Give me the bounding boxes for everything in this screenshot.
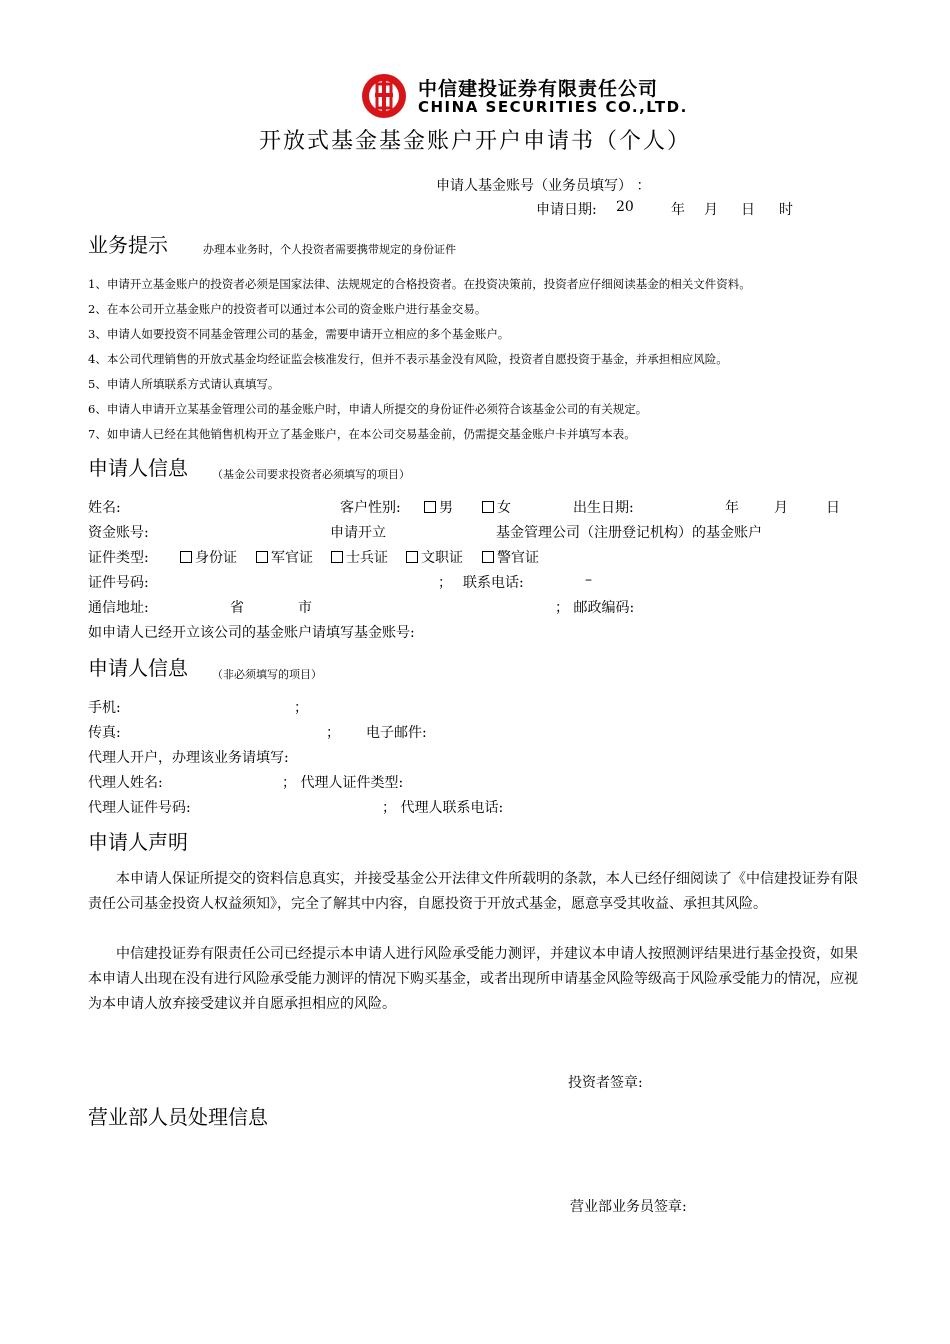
date-month: 月 bbox=[704, 202, 718, 218]
gender-female-option[interactable]: 女 bbox=[482, 497, 511, 517]
agent-intro: 代理人开户，办理该业务请填写: bbox=[88, 750, 289, 766]
fax-label: 传真: bbox=[88, 725, 121, 741]
id-option-civil[interactable]: 文职证 bbox=[406, 547, 463, 567]
fax-sep: ； bbox=[326, 725, 340, 741]
postcode-label: ； 邮政编码: bbox=[555, 600, 635, 616]
tip-item: 1、申请开立基金账户的投资者必须是国家法律、法规规定的合格投资者。在投资决策前，投资者应仔细阅读基金的相关文件资料。 bbox=[88, 277, 751, 291]
existing-account-label: 如申请人已经开立该公司的基金账户请填写基金账号: bbox=[88, 625, 415, 641]
form-title: 开放式基金基金账户开户申请书（个人） bbox=[258, 129, 691, 154]
police-checkbox[interactable] bbox=[482, 551, 494, 563]
tips-heading: 业务提示 bbox=[88, 233, 168, 257]
email-label: 电子邮件: bbox=[366, 725, 427, 741]
mobile-label: 手机: bbox=[88, 700, 121, 716]
tips-subheading: 办理本业务时，个人投资者需要携带规定的身份证件 bbox=[203, 243, 456, 256]
officer-checkbox[interactable] bbox=[256, 551, 268, 563]
tip-item: 2、在本公司开立基金账户的投资者可以通过本公司的资金账户进行基金交易。 bbox=[88, 302, 487, 316]
tip-item: 6、申请人申请开立某基金管理公司的基金账户时，申请人所提交的身份证件必须符合该基金公司的有关规定。 bbox=[88, 402, 648, 416]
tip-item: 7、如申请人已经在其他销售机构开立了基金账户，在本公司交易基金前，仍需提交基金账户卡并填写本表。 bbox=[88, 427, 636, 441]
declaration-paragraph-1: 本申请人保证所提交的资料信息真实，并接受基金公开法律文件所载明的条款，本人已经仔细阅读了《中信建投证券有限责任公司基金投资人权益须知》，完全了解其中内容，自愿投资于开放式基金，愿意享受其收益、承担其风险。 bbox=[88, 871, 858, 912]
applicant-required-note: （基金公司要求投资者必须填写的项目） bbox=[212, 468, 410, 481]
fund-company-label: 基金管理公司（注册登记机构）的基金账户 bbox=[496, 525, 762, 541]
soldier-checkbox[interactable] bbox=[331, 551, 343, 563]
company-logo bbox=[360, 72, 688, 120]
declaration-paragraph-2: 中信建投证券有限责任公司已经提示本申请人进行风险承受能力测评，并建议本申请人按照测评结果进行基金投资，如果本申请人出现在没有进行风险承受能力测评的情况下购买基金，或者出现所申请基金风险等级高于风险承受能力的情况，应视为本申请人放弃接受建议并自愿承担相应的风险。 bbox=[88, 946, 858, 1012]
date-day: 日 bbox=[741, 202, 755, 218]
fund-account-label: 资金账号: bbox=[88, 525, 149, 541]
city-label: 市 bbox=[298, 600, 312, 616]
id-type-label: 证件类型: bbox=[88, 550, 149, 566]
citic-emblem-icon bbox=[360, 72, 408, 120]
date-label: 申请日期: bbox=[536, 202, 597, 218]
birth-day: 日 bbox=[826, 500, 840, 516]
tip-item: 3、申请人如要投资不同基金管理公司的基金，需要申请开立相应的多个基金账户。 bbox=[88, 327, 510, 341]
id-option-id-card[interactable]: 身份证 bbox=[180, 547, 237, 567]
account-number-label: 申请人基金账号（业务员填写） ： bbox=[436, 178, 651, 194]
investor-signature-label: 投资者签章: bbox=[568, 1075, 643, 1091]
tip-item: 5、申请人所填联系方式请认真填写。 bbox=[88, 377, 280, 391]
declaration-heading: 申请人声明 bbox=[88, 830, 188, 854]
tip-item: 4、本公司代理销售的开放式基金均经证监会核准发行，但并不表示基金没有风险，投资者自愿投资于基金，并承担相应风险。 bbox=[88, 352, 728, 366]
name-field-label: 姓名: bbox=[88, 500, 121, 516]
agent-phone-label: ； 代理人联系电话: bbox=[382, 800, 504, 816]
agent-id-type-label: ； 代理人证件类型: bbox=[282, 775, 404, 791]
staff-signature-label: 营业部业务员签章: bbox=[570, 1199, 687, 1215]
mobile-sep: ； bbox=[294, 700, 308, 716]
civil-checkbox[interactable] bbox=[406, 551, 418, 563]
gender-male-option[interactable]: 男 bbox=[424, 497, 453, 517]
id-number-sep: ； bbox=[438, 575, 452, 591]
id-number-label: 证件号码: bbox=[88, 575, 149, 591]
agent-name-label: 代理人姓名: bbox=[88, 775, 163, 791]
company-name-en: CHINA SECURITIES CO.,LTD. bbox=[418, 98, 688, 116]
branch-heading: 营业部人员处理信息 bbox=[88, 1105, 268, 1129]
id-option-officer[interactable]: 军官证 bbox=[256, 547, 313, 567]
date-century: 20 bbox=[616, 199, 634, 215]
birth-month: 月 bbox=[774, 500, 788, 516]
id-option-soldier[interactable]: 士兵证 bbox=[331, 547, 388, 567]
female-checkbox[interactable] bbox=[482, 501, 494, 513]
applicant-optional-note: （非必须填写的项目） bbox=[212, 668, 322, 681]
birth-year: 年 bbox=[725, 500, 739, 516]
date-hour: 时 bbox=[779, 202, 793, 218]
agent-id-number-label: 代理人证件号码: bbox=[88, 800, 191, 816]
male-checkbox[interactable] bbox=[424, 501, 436, 513]
applicant-optional-heading: 申请人信息 bbox=[88, 656, 188, 680]
date-year: 年 bbox=[671, 202, 685, 218]
phone-label: 联系电话: bbox=[463, 575, 524, 591]
address-label: 通信地址: bbox=[88, 600, 149, 616]
id-card-checkbox[interactable] bbox=[180, 551, 192, 563]
company-name-cn: 中信建投证券有限责任公司 bbox=[418, 78, 659, 100]
birth-date-label: 出生日期: bbox=[573, 500, 634, 516]
phone-dash: – bbox=[585, 572, 592, 588]
gender-label: 客户性别: bbox=[340, 500, 401, 516]
province-label: 省 bbox=[230, 600, 244, 616]
apply-open-label: 申请开立 bbox=[330, 525, 386, 541]
applicant-required-heading: 申请人信息 bbox=[88, 456, 188, 480]
id-option-police[interactable]: 警官证 bbox=[482, 547, 539, 567]
